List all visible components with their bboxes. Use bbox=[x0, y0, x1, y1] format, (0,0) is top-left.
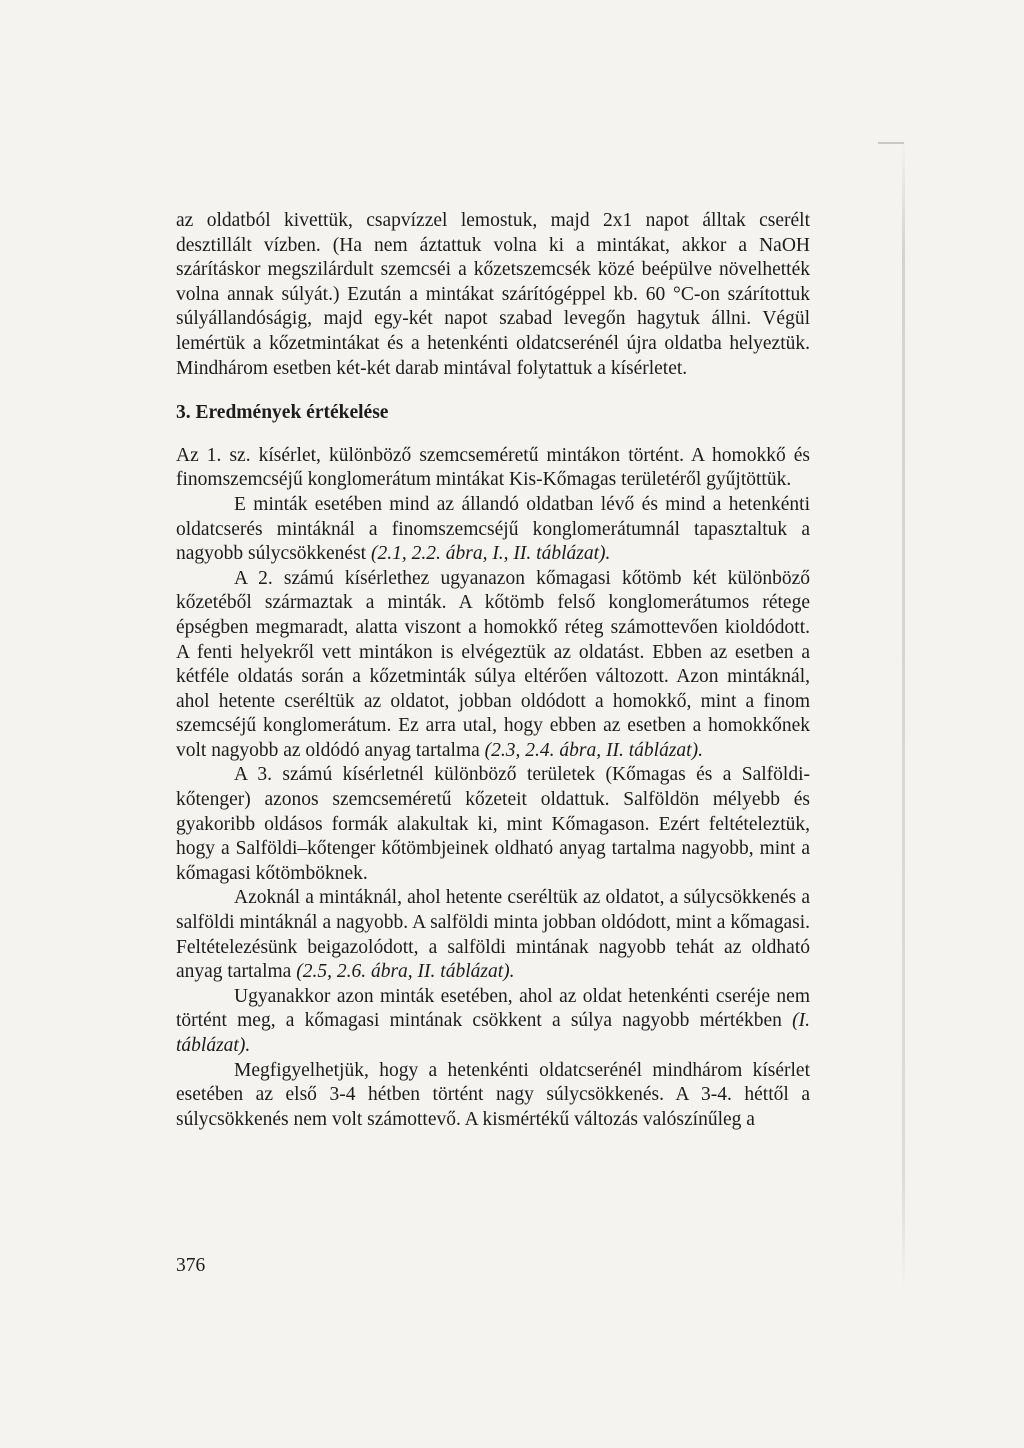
section-heading: 3. Eredmények értékelése bbox=[176, 402, 389, 424]
figure-reference: (2.1, 2.2. ábra, I., II. táblázat). bbox=[370, 543, 611, 565]
paragraph-observation: Megfigyelhetjük, hogy a hetenkénti oldatcserénél mindhárom kísérlet esetében az első 3-4 hétben történt nagy súlycsökkenés. A 3-4. héttől a súlycsökkenés nem volt számottevő. A kismértékű változás valószínűleg a bbox=[176, 1059, 810, 1130]
paragraph-experiment-3: A 3. számú kísérletnél különböző területek (Kőmagas és a Salföldi-kőtenger) azonos szemcseméretű kőzeteit oldattuk. Salföldön mélyebb és gyakoribb oldásos formák alakultak ki, mint Kőmagason. Ezért feltételeztük, hogy a Salföldi–kőtenger kőtömbjeinek oldható anyag tartalma nagyobb, mint a kőmagasi kőtömböknek. bbox=[176, 764, 810, 884]
body-text bbox=[176, 209, 810, 1132]
binding-shadow bbox=[902, 140, 905, 1290]
table-reference: (I. táblázat). bbox=[176, 1010, 810, 1056]
paragraph-weekly-exchange bbox=[176, 886, 810, 984]
page-number: 376 bbox=[176, 1255, 206, 1276]
paragraph-text: Ugyanakkor azon minták esetében, ahol az oldat hetenkénti cseréje nem történt meg, a kőmagasi mintának csökkent a súlya nagyobb mértékben bbox=[176, 985, 810, 1032]
paragraph-experiment-2 bbox=[176, 567, 810, 764]
figure-reference: (2.3, 2.4. ábra, II. táblázat). bbox=[484, 739, 703, 761]
paragraph-experiment-1: Az 1. sz. kísérlet, különböző szemcseméretű mintákon történt. A homokkő és finomszemcséjű konglomerátum mintákat Kis-Kőmagas területéről gyűjtöttük. bbox=[176, 444, 810, 491]
paragraph-continuation: az oldatból kivettük, csapvízzel lemostuk, majd 2x1 napot álltak cserélt desztillált vízben. (Ha nem áztattuk volna ki a mintákat, akkor a NaOH szárításkor megszilárdult szemcséi a kőzetszemcsék közé beépülve növelhették volna annak súlyát.) Ezután a mintákat szárítógéppel kb. 60 °C-on szárítottuk súlyállandóságig, majd egy-két napot szabad levegőn hagytuk állni. Végül lemértük a kőzetmintákat és a hetenkénti oldatcserénél újra oldatba helyeztük. Mindhárom esetben két-két darab mintával folytattuk a kísérletet. bbox=[176, 210, 810, 379]
paragraph-text: Azoknál a mintáknál, ahol hetente cseréltük az oldatot, a súlycsökkenés a salföldi mintáknál a nagyobb. A salföldi minta jobban oldódott, mint a kőmagasi. Feltételezésünk beigazolódott, a salföldi mintának nagyobb tehát az oldható anyag tartalma bbox=[176, 887, 810, 983]
paragraph-experiment-1-results bbox=[176, 493, 810, 567]
figure-reference: (2.5, 2.6. ábra, II. táblázat). bbox=[296, 961, 515, 983]
paragraph-no-exchange bbox=[176, 985, 810, 1059]
paragraph-text: A 2. számú kísérlethez ugyanazon kőmagasi kőtömb két különböző kőzetéből származtak a minták. A kőtömb felső konglomerátumos rétege épségben megmaradt, alatta viszont a homokkő réteg számottevően kioldódott. A fenti helyekről vett mintákon is elvégeztük az oldatást. Ebben az esetben a kétféle oldatás során a kőzetminták súlya eltérően változott. Azon mintáknál, ahol hetente cseréltük az oldatot, jobban oldódott a homokkő, mint a finom szemcséjű konglomerátum. Ez arra utal, hogy ebben az esetben a homokkőnek volt nagyobb az oldódó anyag tartalma bbox=[176, 567, 810, 761]
paragraph-text: E minták esetében mind az állandó oldatban lévő és mind a hetenkénti oldatcserés mintáknál a finomszemcséjű konglomerátumnál tapasztaltuk a nagyobb súlycsökkenést bbox=[176, 493, 810, 565]
binding-mark bbox=[878, 142, 904, 144]
